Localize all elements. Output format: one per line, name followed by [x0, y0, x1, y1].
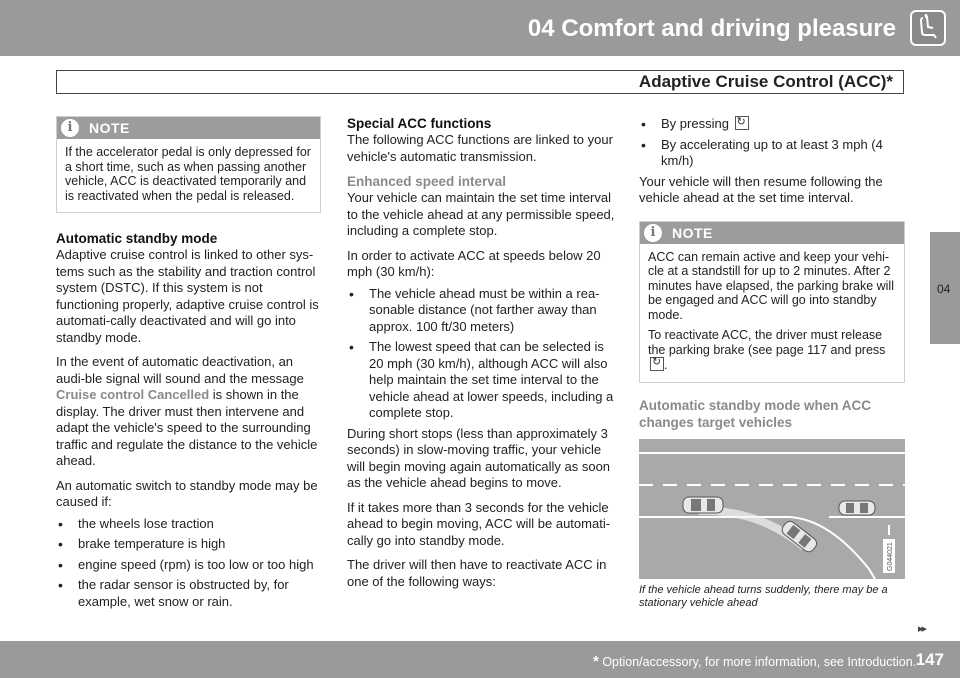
interval-paragraph: Your vehicle can maintain the set time interval to the vehicle ahead at any permissible speed, including a complete stop. — [347, 190, 615, 238]
display-message: Cruise control Cancelled — [56, 387, 210, 402]
list-item: • The lowest speed that can be selected is 20 mph (30 km/h), although ACC will also help maintain the set time interval to the vehicle ahead at lower speeds, including a complete stop. — [347, 339, 615, 422]
deactivation-text: In the event of automatic deactivation, an audi-ble signal will sound and the message — [56, 354, 304, 386]
footer-note-text: Option/accessory, for more information, see Introduction. — [602, 655, 917, 669]
section-header — [56, 70, 904, 94]
note-body — [640, 244, 904, 382]
list-item: • By accelerating up to at least 3 mph (4 km/h) — [639, 137, 905, 170]
chapter-header — [0, 0, 960, 56]
continued-marker: ▸▸ — [918, 623, 926, 635]
vehicle-stationary — [839, 501, 875, 515]
resume-icon — [735, 116, 749, 130]
standby-target-heading: Automatic standby mode when ACC changes target vehicles — [639, 397, 872, 430]
note-header — [640, 222, 904, 244]
chapter-side-tab[interactable] — [930, 232, 960, 344]
figure-code: G044021 — [887, 541, 894, 571]
column-2 — [347, 116, 615, 590]
note-text: ACC can remain active and keep your vehi-cle at a standstill for up to 2 minutes. After 2 minutes have elapsed, the parking brake will be engaged and ACC will go into standby mode. — [648, 249, 894, 322]
column-3 — [639, 116, 905, 610]
chapter-title: 04 Comfort and driving pleasure — [527, 15, 896, 42]
note-text: If the accelerator pedal is only depressed for a short time, such as when passing another vehicle, ACC is deactivated temporarily and is reactivated when the pedal is released. — [65, 145, 311, 203]
deactivation-paragraph — [56, 354, 321, 470]
note-body — [57, 139, 320, 212]
list-item: • engine speed (rpm) is too low or too high — [56, 557, 321, 574]
note-text — [648, 328, 896, 373]
note-label: NOTE — [672, 224, 713, 241]
note-text-end: . — [664, 358, 668, 372]
seat-icon — [910, 10, 946, 46]
resume-icon — [650, 357, 664, 371]
causes-list — [56, 516, 321, 611]
deactivation-text-end: is shown in the display. The driver must then intervene and adapt the vehicle's speed to the surrounding traffic and regulate the distance to the vehicle ahead. — [56, 387, 318, 468]
list-item: • the radar sensor is obstructed by, for example, wet snow or rain. — [56, 577, 321, 610]
list-item: • the wheels lose traction — [56, 516, 321, 533]
standby-heading: Automatic standby mode — [56, 231, 218, 246]
reactivate-paragraph: The driver will then have to reactivate ACC in one of the following ways: — [347, 557, 607, 589]
page-footer — [0, 641, 960, 678]
figure-caption: If the vehicle ahead turns suddenly, there may be a stationary vehicle ahead — [639, 583, 888, 609]
resume-paragraph: Your vehicle will then resume following the vehicle ahead at the set time interval. — [639, 173, 883, 205]
special-functions-heading: Special ACC functions — [347, 116, 492, 131]
note-header — [57, 117, 320, 139]
section-title: Adaptive Cruise Control (ACC)* — [638, 72, 893, 91]
enhanced-interval-heading: Enhanced speed interval — [347, 174, 507, 189]
note-label: NOTE — [89, 120, 130, 136]
note-box — [639, 221, 905, 383]
info-icon: i — [61, 119, 79, 137]
info-icon: i — [644, 224, 662, 242]
target-change-illustration — [639, 439, 905, 579]
list-item-text: By pressing — [661, 116, 729, 131]
note-text-part: To reactivate ACC, the driver must release the parking brake (see page 117 and press — [648, 328, 886, 357]
causes-intro: An automatic switch to standby mode may be caused if: — [56, 477, 318, 509]
activation-list — [347, 286, 615, 422]
footer-note — [593, 653, 916, 670]
special-functions-intro: The following ACC functions are linked to your vehicle's automatic transmission. — [347, 132, 613, 164]
side-tab-label: 04 — [937, 282, 951, 296]
list-item: • brake temperature is high — [56, 536, 321, 553]
list-item: • The vehicle ahead must be within a rea-sonable distance (not farther away than approx. 100 ft/30 meters) — [347, 286, 615, 336]
standby-paragraph: Adaptive cruise control is linked to other sys-tems such as the stability and traction control system (DSTC). If this system is not functioning properly, adaptive cruise control is automati-cally deactivated and will go into standby mode. — [56, 247, 319, 345]
column-1 — [56, 116, 321, 614]
note-box — [56, 116, 321, 213]
long-stops-paragraph: If it takes more than 3 seconds for the vehicle ahead to begin moving, ACC will be automati-cally go into standby mode. — [347, 499, 611, 548]
vehicle-own — [683, 497, 723, 513]
reactivate-list — [639, 116, 905, 170]
short-stops-paragraph: During short stops (less than approximately 3 seconds) in slow-moving traffic, your vehicle will begin moving again automatically as soon as the vehicle ahead begins to move. — [347, 425, 611, 490]
footer-star: * — [593, 653, 599, 670]
activation-paragraph: In order to activate ACC at speeds below 20 mph (30 km/h): — [347, 247, 601, 279]
list-item — [639, 116, 905, 133]
page-number: 147 — [915, 650, 944, 669]
